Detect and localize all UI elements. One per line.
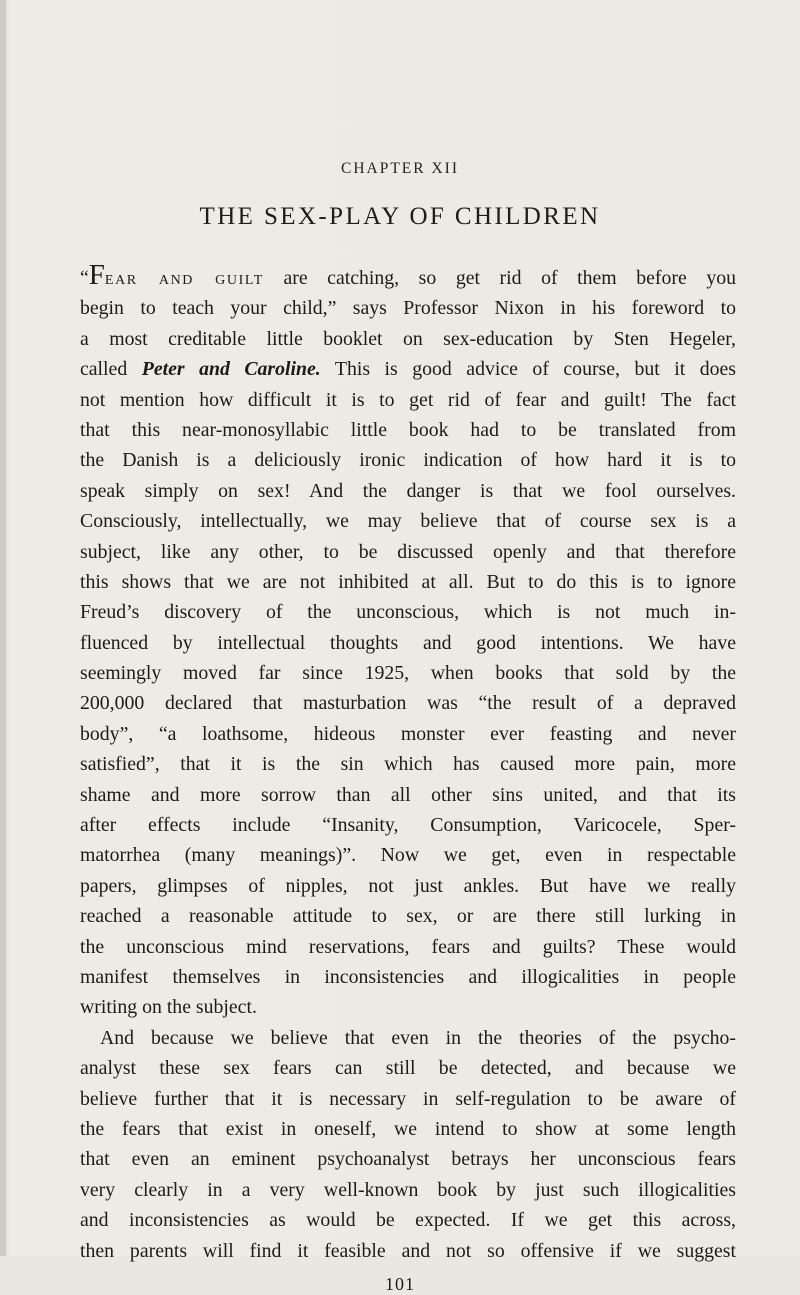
- text-line: speak simply on sex! And the danger is that we fool ourselves.: [80, 479, 736, 502]
- text-line: matorrhea (many meanings)”. Now we get, even in respectable: [80, 844, 736, 867]
- chapter-title: THE SEX-PLAY OF CHILDREN: [199, 203, 601, 230]
- text-line: the fears that exist in oneself, we intend to show at some length: [80, 1117, 736, 1140]
- text-line: begin to teach your child,” says Professor Nixon in his foreword to: [80, 297, 736, 320]
- text-line: fluenced by intellectual thoughts and good intentions. We have: [80, 631, 736, 654]
- text-line: subject, like any other, to be discussed openly and that therefore: [80, 540, 736, 563]
- text-line: writing on the subject.: [80, 996, 257, 1019]
- text-line: body”, “a loathsome, hideous monster ever feasting and never: [80, 722, 736, 745]
- text-line: manifest themselves in inconsistencies and illogicalities in people: [80, 965, 736, 988]
- book-title: Peter and Caroline.: [141, 358, 321, 381]
- text-line: the unconscious mind reservations, fears and guilts? These would: [80, 935, 736, 958]
- open-quote: “: [80, 267, 89, 289]
- text-line: believe further that it is necessary in self-regulation to be aware of: [80, 1087, 736, 1110]
- body-text: [80, 259, 736, 1266]
- chapter-label: CHAPTER XII: [340, 160, 459, 177]
- text-line: then parents will find it feasible and not so offensive if we suggest: [80, 1239, 736, 1262]
- text-line: shame and more sorrow than all other sins united, and that its: [80, 783, 736, 806]
- text-line: papers, glimpses of nipples, not just ankles. But have we really: [80, 874, 736, 897]
- text-line: after effects include “Insanity, Consumption, Varicocele, Sper-: [80, 814, 736, 837]
- small-caps-lead: ear and guilt: [104, 267, 264, 289]
- text-line: called Peter and Caroline. This is good advice of course, but it does: [80, 358, 736, 381]
- text-line: Freud’s discovery of the unconscious, which is not much in-: [80, 601, 736, 624]
- text-line: seemingly moved far since 1925, when books that sold by the: [80, 662, 736, 685]
- text-line: analyst these sex fears can still be detected, and because we: [80, 1057, 736, 1080]
- text-line: 200,000 declared that masturbation was “the result of a depraved: [80, 692, 736, 715]
- text-line: and inconsistencies as would be expected. If we get this across,: [80, 1209, 736, 1232]
- text-line: And because we believe that even in the theories of the psycho-: [100, 1026, 736, 1049]
- text-line: reached a reasonable attitude to sex, or are there still lurking in: [80, 905, 736, 928]
- text-line: this shows that we are not inhibited at all. But to do this is to ignore: [80, 570, 736, 593]
- text-line: that even an eminent psychoanalyst betrays her unconscious fears: [80, 1148, 736, 1171]
- text-line: Consciously, intellectually, we may believe that of course sex is a: [80, 510, 736, 533]
- text-line: a most creditable little booklet on sex-education by Sten Hegeler,: [80, 327, 736, 350]
- initial-letter: F: [88, 259, 105, 291]
- text-line: “Fear and guilt are catching, so get rid of them before you: [80, 259, 736, 291]
- text-line: satisfied”, that it is the sin which has caused more pain, more: [80, 753, 736, 776]
- text-line: the Danish is a deliciously ironic indication of how hard it is to: [80, 449, 736, 472]
- page-spine-shadow: [0, 0, 6, 1256]
- text-line: not mention how difficult it is to get rid of fear and guilt! The fact: [80, 388, 736, 411]
- page-number: 101: [385, 1274, 415, 1294]
- text-line: very clearly in a very well-known book by just such illogicalities: [80, 1178, 736, 1201]
- text-line: that this near-monosyllabic little book had to be translated from: [80, 418, 736, 441]
